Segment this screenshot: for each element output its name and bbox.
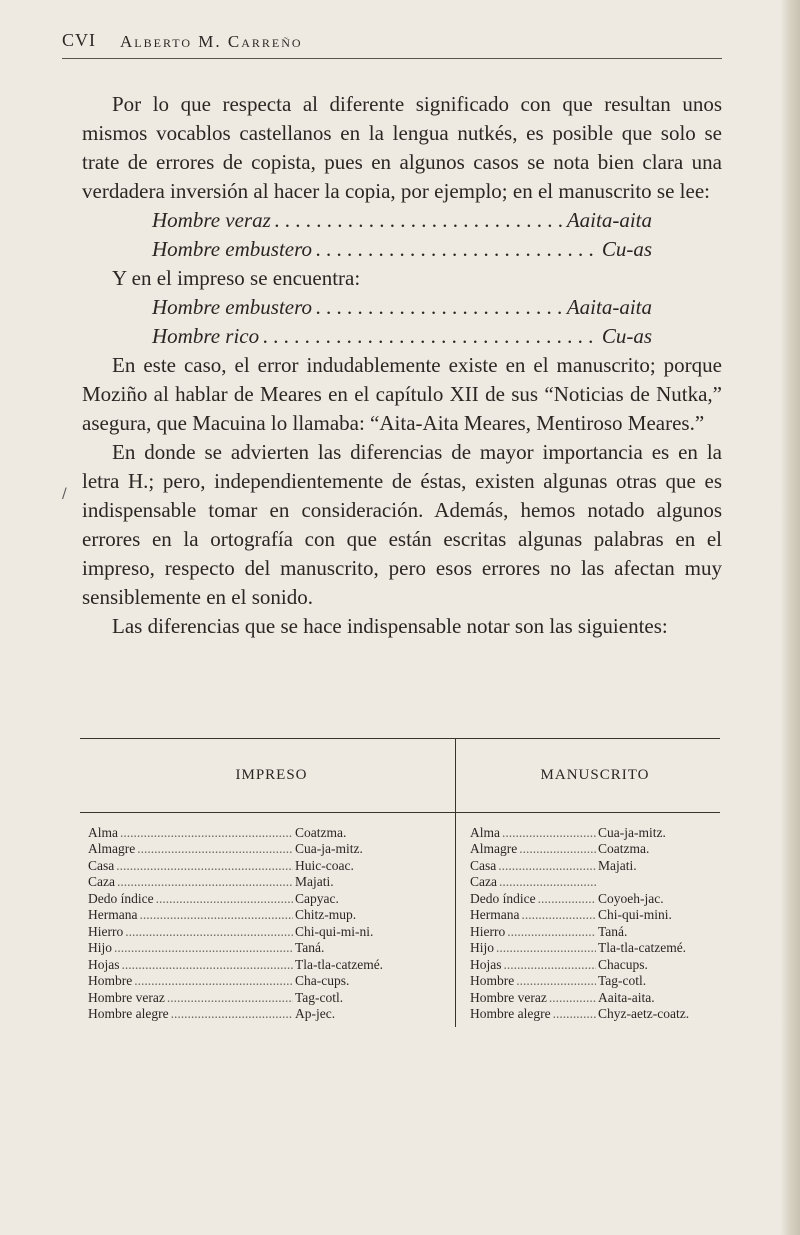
table-value: Chacups. [598, 956, 648, 972]
print-examples [152, 293, 652, 351]
table-value [598, 874, 720, 891]
leader-dots [516, 973, 596, 990]
table-value: Tla-tla-catzemé. [598, 940, 687, 955]
leader-dots [125, 924, 293, 941]
table-term: Dedo índice [88, 890, 154, 906]
table-value: Tag-cotl. [598, 973, 647, 988]
table-row [88, 973, 455, 990]
example-value: Aaita-aita [566, 295, 652, 319]
page-number: CVI [62, 30, 96, 50]
leader-dots [316, 293, 563, 322]
leader-dots [549, 990, 596, 1007]
paragraph-meares: En este caso, el error indudablemente existe en el manuscrito; porque Moziño al hablar de Meares en el capítulo XII de sus “Noticias de Nutka,” asegura, que Macuina lo llamaba: “Aita-Aita Meares, Mentiroso Meares.” [82, 353, 722, 435]
leader-dots [498, 858, 596, 875]
table-term: Hojas [88, 956, 120, 972]
margin-mark: / [62, 486, 67, 502]
column-divider [455, 739, 456, 812]
leader-dots [504, 957, 597, 974]
leader-dots [519, 841, 596, 858]
table-term: Casa [470, 857, 497, 873]
table-row [470, 907, 720, 924]
table-term: Hierro [88, 923, 124, 939]
table-value: Aaita-aita. [598, 989, 655, 1005]
table-value: Coyoeh-jac. [598, 890, 664, 906]
table-term: Hierro [470, 923, 506, 939]
manuscript-examples [152, 206, 652, 264]
paragraph-intro: Por lo que respecta al diferente significado con que resultan unos mismos vocablos castellanos en la lengua nutkés, es posible que solo se trate de errores de copista, pues en algunos casos se nota bien clara una verdadera inversión al hacer la copia, por ejemplo; en el manuscrito se lee: [82, 92, 722, 203]
table-value: Chyz-aetz-coatz. [598, 1006, 690, 1021]
table-row [88, 891, 455, 908]
table-term: Hijo [88, 940, 113, 955]
table-row [88, 924, 455, 941]
leader-dots [502, 825, 596, 842]
table-row [88, 1006, 455, 1023]
example-term: Hombre veraz [152, 208, 271, 232]
leader-dots [521, 907, 596, 924]
table-value: Taná. [295, 940, 325, 955]
table-value: Chi-qui-mi-ni. [295, 923, 374, 939]
example-value: Cu-as [601, 324, 652, 348]
table-row [470, 924, 720, 941]
paragraph-list-intro: Las diferencias que se hace indispensable notar son las siguientes: [112, 614, 668, 638]
table-value: Chi-qui-mini. [598, 907, 672, 922]
table-value: Ap-jec. [295, 1006, 336, 1021]
table-term: Almagre [88, 841, 136, 856]
table-row [470, 1006, 720, 1023]
leader-dots [538, 891, 596, 908]
example-row [152, 293, 652, 322]
paragraph-differences: En donde se advierten las diferencias de mayor importancia es en la letra H.; pero, independientemente de éstas, existen algunas otras que es indispensable tomar en consideración. Además, hemos notado algunos errores en la ortografía con que están escritas algunas palabras en el impreso, respecto del manuscrito, pero esos errores no las afectan muy sensiblemente en el sonido. [82, 440, 722, 609]
table-row [470, 973, 720, 990]
table-value: Taná. [598, 923, 628, 939]
table-term: Caza [470, 874, 497, 889]
running-head: Alberto M. Carreño [120, 32, 303, 51]
table-row [470, 891, 720, 908]
leader-dots [507, 924, 596, 941]
table-term: Alma [470, 824, 500, 840]
header-rule [62, 58, 722, 59]
table-value: Majati. [598, 857, 637, 873]
table-row [470, 940, 720, 957]
table-term: Alma [88, 824, 118, 840]
example-row [152, 206, 652, 235]
example-term: Hombre embustero [152, 295, 313, 319]
leader-dots [171, 1006, 293, 1023]
leader-dots [553, 1006, 596, 1023]
leader-dots [137, 841, 293, 858]
table-term: Casa [88, 857, 115, 873]
page-edge-shadow [780, 0, 800, 1235]
table-row [88, 990, 455, 1007]
example-row [152, 235, 652, 264]
example-row [152, 322, 652, 351]
table-header-row [80, 739, 720, 812]
table-value: Coatzma. [598, 841, 650, 856]
table-body [80, 813, 720, 1027]
column-divider [455, 813, 456, 1027]
example-value: Aaita-aita [566, 208, 652, 232]
table-row [470, 825, 720, 842]
table-value: Capyac. [295, 890, 339, 906]
table-row [88, 907, 455, 924]
print-intro: Y en el impreso se encuentra: [112, 266, 361, 290]
leader-dots [139, 907, 293, 924]
leader-dots [116, 858, 293, 875]
table-term: Hombre [470, 973, 515, 988]
example-value: Cu-as [601, 237, 652, 261]
table-row [88, 940, 455, 957]
table-term: Dedo índice [470, 890, 536, 906]
example-term: Hombre embustero [152, 237, 313, 261]
table-term: Hombre [88, 973, 133, 988]
manuscrito-column [455, 825, 720, 1023]
leader-dots [167, 990, 293, 1007]
table-term: Almagre [470, 841, 518, 856]
table-row [470, 874, 720, 891]
table-value: Cha-cups. [295, 973, 350, 988]
table-value: Cua-ja-mitz. [295, 841, 363, 856]
table-value: Tla-tla-catzemé. [295, 956, 384, 972]
comparison-table [80, 738, 720, 1027]
leader-dots [117, 874, 293, 891]
table-value: Cua-ja-mitz. [598, 824, 666, 840]
table-row [470, 990, 720, 1007]
leader-dots [263, 322, 598, 351]
body-text [82, 90, 722, 641]
leader-dots [316, 235, 598, 264]
leader-dots [134, 973, 293, 990]
table-term: Hombre veraz [88, 989, 165, 1005]
table-row [88, 957, 455, 974]
leader-dots [156, 891, 293, 908]
table-term: Hermana [88, 907, 138, 922]
column-header-impreso: IMPRESO [235, 767, 308, 783]
table-value: Chitz-mup. [295, 907, 357, 922]
leader-dots [275, 206, 563, 235]
leader-dots [114, 940, 293, 957]
table-row [88, 825, 455, 842]
table-value: Majati. [295, 874, 334, 889]
table-value: Coatzma. [295, 824, 347, 840]
leader-dots [499, 874, 596, 891]
example-term: Hombre rico [152, 324, 260, 348]
table-term: Hermana [470, 907, 520, 922]
table-term: Hojas [470, 956, 502, 972]
leader-dots [122, 957, 294, 974]
table-term: Caza [88, 874, 115, 889]
leader-dots [120, 825, 293, 842]
table-row [88, 858, 455, 875]
table-value: Huic-coac. [295, 857, 354, 873]
table-value: Tag-cotl. [295, 989, 344, 1005]
impreso-column [80, 825, 455, 1023]
table-row [88, 874, 455, 891]
table-row [88, 841, 455, 858]
table-row [470, 841, 720, 858]
table-row [470, 957, 720, 974]
table-row [470, 858, 720, 875]
table-term: Hijo [470, 940, 495, 955]
column-header-manuscrito: MANUSCRITO [540, 767, 650, 783]
leader-dots [496, 940, 596, 957]
table-term: Hombre alegre [470, 1006, 551, 1021]
table-term: Hombre veraz [470, 989, 547, 1005]
table-term: Hombre alegre [88, 1006, 169, 1021]
